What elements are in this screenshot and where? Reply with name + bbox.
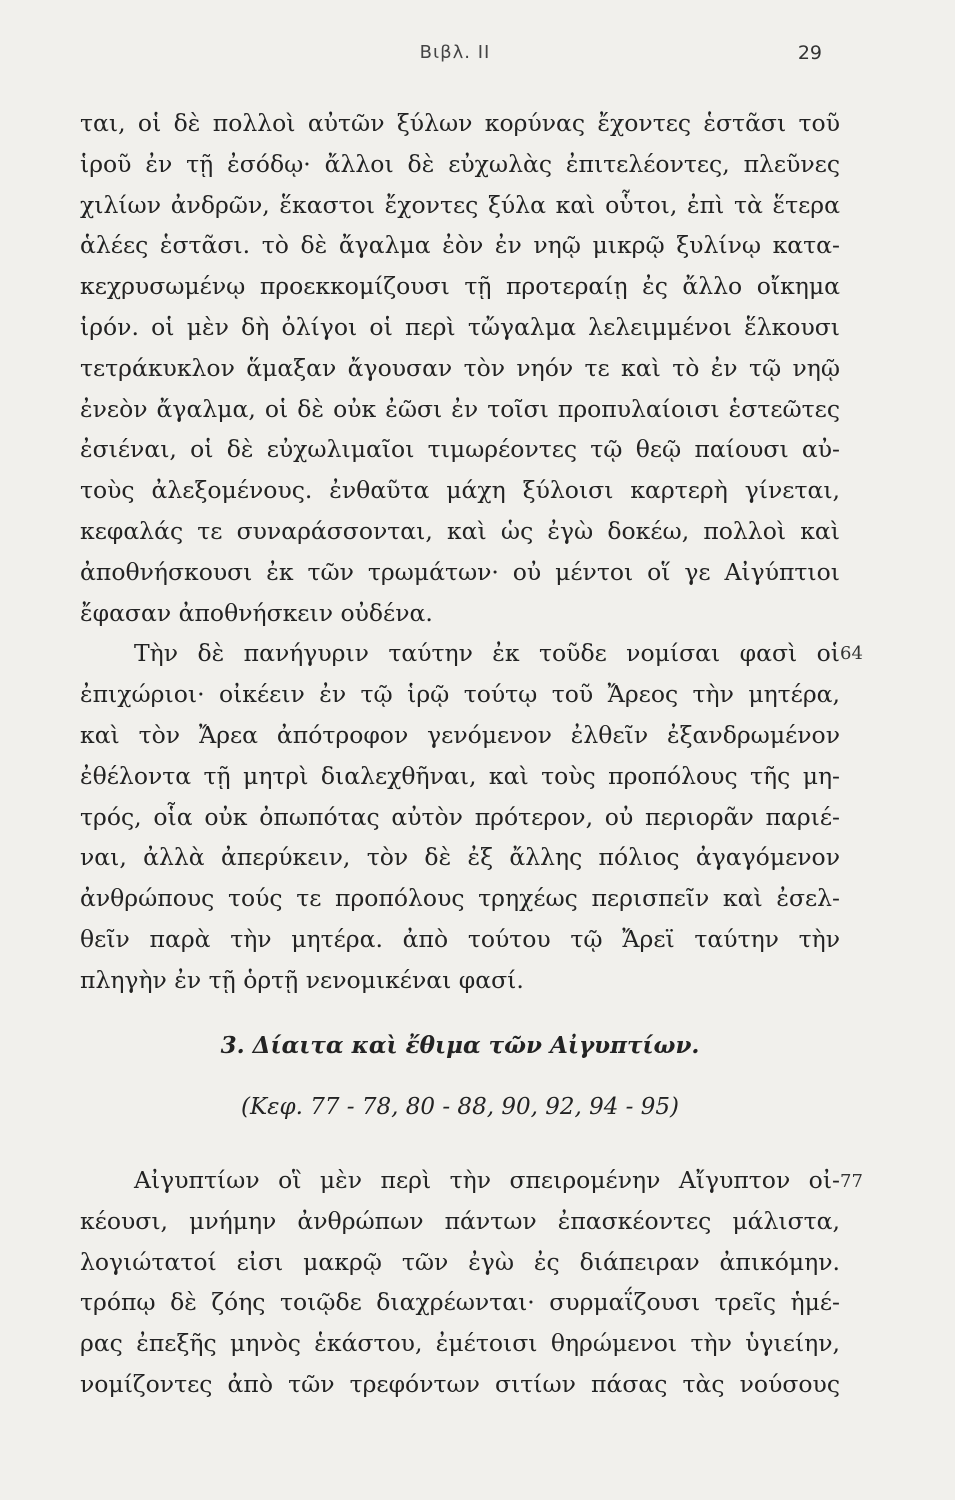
text-line: κεφαλάς τε συναράσσονται, καὶ ὡς ἐγὼ δοκέω, πολλοὶ καὶ [80, 516, 840, 545]
text-line: χιλίων ἀνδρῶν, ἕκαστοι ἔχοντες ξύλα καὶ οὗτοι, ἐπὶ τὰ ἕτερα [80, 190, 840, 219]
text-line: ἀνθρώπους τούς τε προπόλους τρηχέως περισπεῖν καὶ ἐσελ- [80, 884, 840, 913]
text-line: ται, οἱ δὲ πολλοὶ αὐτῶν ξύλων κορύνας ἔχοντες ἑστᾶσι τοῦ [80, 109, 840, 137]
text-line: νομίζοντες ἀπὸ τῶν τρεφόντων σιτίων πάσας τὰς νούσους [80, 1369, 840, 1398]
running-head [80, 42, 830, 78]
text-line: τρός, οἷα οὐκ ὀπωπότας αὐτὸν πρότερον, οὐ περιορᾶν παριέ- [80, 802, 840, 831]
text-line: ρας ἐπεξῆς μηνὸς ἑκάστου, ἐμέτοισι θηρώμενοι τὴν ὑγιείην, [80, 1329, 840, 1358]
text-line: ναι, ἀλλὰ ἀπερύκειν, τὸν δὲ ἐξ ἄλλης πόλιος ἀγαγόμενον [80, 843, 840, 872]
text-line: Τὴν δὲ πανήγυριν ταύτην ἐκ τοῦδε νομίσαι φασὶ οἱ [134, 639, 840, 668]
text-line: ἐσιέναι, οἱ δὲ εὐχωλιμαῖοι τιμωρέοντες τῷ θεῷ παίουσι αὐ- [80, 435, 840, 464]
section-text [80, 1160, 840, 1405]
text-line: ἐπιχώριοι· οἰκέειν ἐν τῷ ἱρῷ τούτῳ τοῦ Ἄρεος τὴν μητέρα, [80, 680, 840, 709]
page-number: 29 [797, 42, 822, 64]
text-line: λογιώτατοί εἰσι μακρῷ τῶν ἐγὼ ἐς διάπειραν ἀπικόμην. [80, 1247, 840, 1276]
text-line: ἐνεὸν ἄγαλμα, οἱ δὲ οὐκ ἐῶσι ἐν τοῖσι προπυλαίοισι ἑστεῶτες [80, 394, 840, 423]
text-line: τετράκυκλον ἅμαξαν ἄγουσαν τὸν νηόν τε καὶ τὸ ἐν τῷ νηῷ [80, 353, 840, 382]
chapter-margin-number: 77 [840, 1171, 863, 1192]
text-line: καὶ τὸν Ἄρεα ἀπότροφον γενόμενον ἐλθεῖν ἐξανδρωμένον [80, 720, 840, 749]
chapter-margin-number: 64 [840, 643, 863, 664]
section-heading: 3. Δίαιτα καὶ ἔθιμα τῶν Αἰγυπτίων. [220, 1032, 700, 1059]
text-line: θεῖν παρὰ τὴν μητέρα. ἀπὸ τούτου τῷ Ἄρεϊ ταύτην τὴν [80, 924, 840, 953]
running-head-title: Βιβλ. ΙΙ [419, 42, 491, 63]
text-line: Αἰγυπτίων οἳ μὲν περὶ τὴν σπειρομένην Αἴγυπτον οἰ- [134, 1166, 840, 1194]
text-line: ἔφασαν ἀποθνήσκειν οὐδένα. [80, 598, 433, 627]
text-line: ἐθέλοντα τῇ μητρὶ διαλεχθῆναι, καὶ τοὺς προπόλους τῆς μη- [80, 761, 840, 790]
section-subheading: (Κεφ. 77 - 78, 80 - 88, 90, 92, 94 - 95) [241, 1094, 679, 1120]
text-line: ἀποθνήσκουσι ἐκ τῶν τρωμάτων· οὐ μέντοι οἵ γε Αἰγύπτιοι [80, 557, 840, 586]
main-text [80, 103, 840, 1001]
text-line: ἁλέες ἑστᾶσι. τὸ δὲ ἄγαλμα ἐὸν ἐν νηῷ μικρῷ ξυλίνῳ κατα- [80, 231, 840, 260]
text-line: κεχρυσωμένῳ προεκκομίζουσι τῇ προτεραίῃ ἐς ἄλλο οἴκημα [80, 272, 840, 301]
text-line: ἱρόν. οἱ μὲν δὴ ὀλίγοι οἱ περὶ τὤγαλμα λελειμμένοι ἕλκουσι [80, 312, 840, 341]
text-line: κέουσι, μνήμην ἀνθρώπων πάντων ἐπασκέοντες μάλιστα, [80, 1206, 840, 1235]
text-line: πληγὴν ἐν τῇ ὁρτῇ νενομικέναι φασί. [80, 965, 524, 994]
text-line: ἱροῦ ἐν τῇ ἐσόδῳ· ἄλλοι δὲ εὐχωλὰς ἐπιτελέοντες, πλεῦνες [80, 149, 840, 178]
text-line: τοὺς ἀλεξομένους. ἐνθαῦτα μάχη ξύλοισι καρτερὴ γίνεται, [80, 476, 840, 505]
text-line: τρόπῳ δὲ ζόης τοιῷδε διαχρέωνται· συρμαΐζουσι τρεῖς ἡμέ- [80, 1288, 840, 1317]
